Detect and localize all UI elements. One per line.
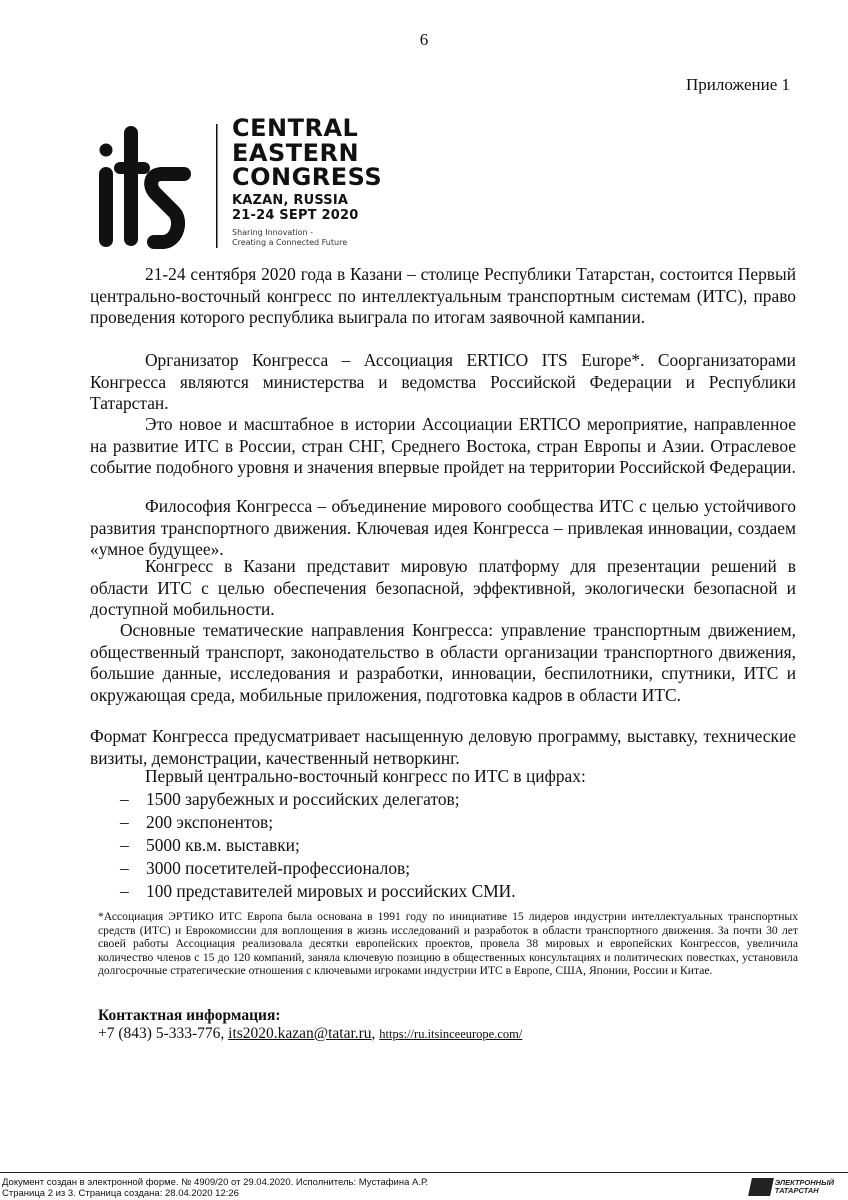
list-dash: – xyxy=(120,812,129,832)
tatarstan-logo-line-1: ЭЛЕКТРОННЫЙ xyxy=(774,1178,834,1187)
list-dash: – xyxy=(120,881,129,901)
contact-line xyxy=(98,1025,522,1043)
footer-page-info: Страница 2 из 3. Страница создана: 28.04.2020 12:26 xyxy=(2,1188,239,1199)
list-item-text: 1500 зарубежных и российских делегатов; xyxy=(146,789,460,809)
paragraph-philosophy: Философия Конгресса – объединение мирового сообщества ИТС с целью устойчивого развития транспортного движения. Ключевая идея Конгресса – привлекая инновации, создаем «умное будущее». xyxy=(90,496,796,560)
page-number: 6 xyxy=(419,30,429,49)
logo-title-line-3: CONGRESS xyxy=(232,163,383,191)
footer-document-info: Документ создан в электронной форме. № 4909/20 от 29.04.2020. Исполнитель: Мустафина А.Р. xyxy=(2,1177,429,1188)
logo-text xyxy=(232,116,382,248)
paragraph-platform: Конгресс в Казани представит мировую платформу для презентации решений в области ИТС с целью обеспечения безопасной, эффективной, экологически безопасной и доступной мобильности. xyxy=(90,556,796,620)
list-dash: – xyxy=(120,835,129,855)
appendix-label: Приложение 1 xyxy=(686,75,790,94)
list-item xyxy=(90,834,796,857)
list-item xyxy=(90,857,796,880)
tatarstan-logo-text xyxy=(775,1179,834,1195)
list-item-text: 100 представителей мировых и российских СМИ. xyxy=(146,881,516,901)
logo-title-line-1: CENTRAL xyxy=(232,114,359,142)
paragraph-intro: 21-24 сентября 2020 года в Казани – столице Республики Татарстан, состоится Первый центрально-восточный конгресс по интеллектуальным транспортным системам (ИТС), право проведения которого республика выиграла по итогам заявочной кампании. xyxy=(90,264,796,328)
paragraph-topics: Основные тематические направления Конгресса: управление транспортным движением, общественный транспорт, законодательство в области организации транспортного движения, большие данные, исследования и разработки, инновации, беспилотники, спутники, ИТС и окружающая среда, мобильные приложения, подготовка кадров в области ИТС. xyxy=(90,620,796,705)
paragraph-format: Формат Конгресса предусматривает насыщенную деловую программу, выставку, технические визиты, демонстрации, качественный нетворкинг. xyxy=(90,726,796,768)
its-logo-mark xyxy=(99,126,184,247)
logo-title-line-2: EASTERN xyxy=(232,138,360,167)
logo-location: KAZAN, RUSSIA xyxy=(232,192,349,208)
paragraph-figures-intro: Первый центрально-восточный конгресс по ИТС в цифрах: xyxy=(145,766,586,786)
list-item-text: 3000 посетителей-профессионалов; xyxy=(146,858,411,878)
tatarstan-logo-icon xyxy=(748,1178,774,1196)
logo-slogan-2: Creating a Connected Future xyxy=(232,237,348,247)
list-item-text: 200 экспонентов; xyxy=(146,812,274,832)
contact-title: Контактная информация: xyxy=(98,1007,281,1024)
logo-slogan-1: Sharing Innovation - xyxy=(232,227,314,237)
contact-phone: +7 (843) 5-333-776, xyxy=(98,1025,225,1042)
electronic-tatarstan-logo xyxy=(750,1175,834,1199)
paragraph-new-event: Это новое и масштабное в истории Ассоциации ERTICO мероприятие, направленное на развитие ИТС в России, стран СНГ, Среднего Востока, стран Европы и Азии. Отраслевое событие подобного уровня и значения впервые пройдет на территории Российской Федерации. xyxy=(90,414,796,478)
list-dash: – xyxy=(120,789,129,809)
footer-divider xyxy=(0,1172,848,1173)
paragraph-organizer: Организатор Конгресса – Ассоциация ERTICO ITS Europe*. Соорганизаторами Конгресса являются министерства и ведомства Российской Федерации и Республики Татарстан. xyxy=(90,350,796,414)
contact-website-link[interactable]: https://ru.itsinceeurope.com/ xyxy=(379,1027,523,1041)
list-item xyxy=(90,811,796,834)
list-dash: – xyxy=(120,858,129,878)
logo-dates: 21-24 SEPT 2020 xyxy=(232,207,359,223)
list-item-text: 5000 кв.м. выставки; xyxy=(146,835,300,855)
contact-email-separator: , xyxy=(371,1025,376,1042)
tatarstan-logo-line-2: ТАТАРСТАН xyxy=(774,1186,819,1195)
contact-email-link[interactable]: its2020.kazan@tatar.ru xyxy=(228,1025,372,1042)
list-item xyxy=(90,880,796,903)
figures-list xyxy=(90,788,796,903)
list-item xyxy=(90,788,796,811)
footnote: *Ассоциация ЭРТИКО ИТС Европа была основана в 1991 году по инициативе 15 лидеров индустрии интеллектуальных транспортных средств (ИТС) и Еврокомиссии для воплощения в жизнь исследований и разработок в области транспортного движения. За почти 30 лет своей работы Ассоциация реализовала десятки европейских проектов, провела 38 мировых и европейских Конгрессов, увеличила количество членов с 15 до 120 компаний, заняла ключевую позицию в общественных консультациях и политических повестках, установила долгосрочные стратегические отношения с ключевыми игроками индустрии ИТС в Европе, США, Японии, России и Китае. xyxy=(98,910,798,978)
